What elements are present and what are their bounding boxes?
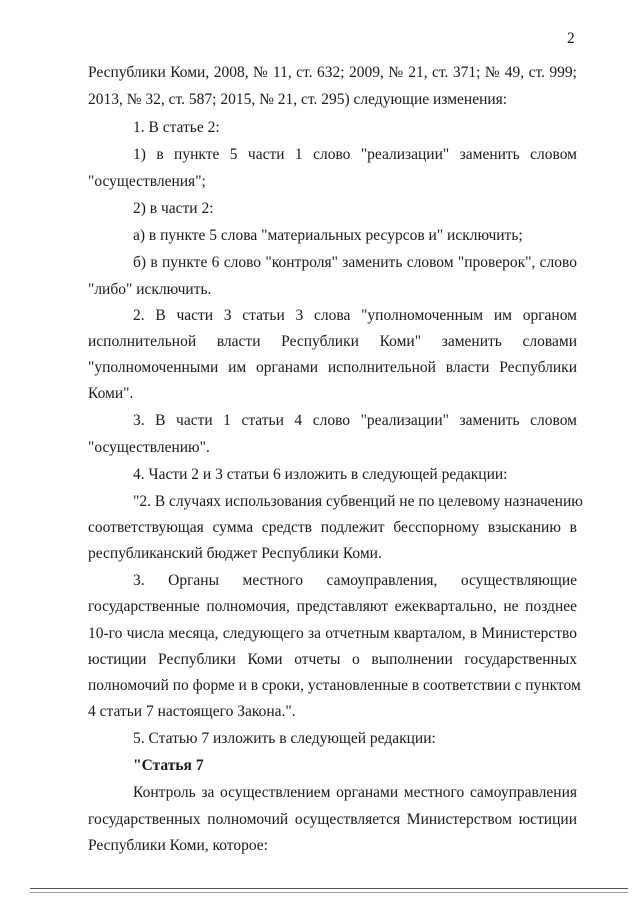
text-line: 1. В статье 2: xyxy=(133,119,220,136)
text-line: "либо" исключить. xyxy=(88,281,212,298)
text-line: соответствующая сумма средств подлежит бесспорному взысканию в xyxy=(88,519,577,536)
text-line: Коми". xyxy=(88,385,134,402)
text-line: полномочий по форме и в сроки, установленные в соответствии с пунктом xyxy=(88,677,581,694)
text-line: республиканский бюджет Республики Коми. xyxy=(88,545,382,562)
text-line: 2013, № 32, ст. 587; 2015, № 21, ст. 295) следующие изменения: xyxy=(88,91,508,108)
text-line: "осуществления"; xyxy=(88,173,206,190)
text-line: 3. В части 1 статьи 4 слово "реализации" заменить словом xyxy=(133,412,577,429)
text-line: 4. Части 2 и 3 статьи 6 изложить в следующей редакции: xyxy=(133,466,508,483)
text-line: 3. Органы местного самоуправления, осуществляющие xyxy=(133,572,577,589)
text-line: "осуществлению". xyxy=(88,439,210,456)
text-line: 4 статьи 7 настоящего Закона.". xyxy=(88,703,296,720)
text-line: 2. В части 3 статьи 3 слова "уполномоченным им органом xyxy=(133,307,577,324)
text-line: государственные полномочия, представляют ежеквартально, не позднее xyxy=(88,598,577,615)
article-heading: "Статья 7 xyxy=(133,757,204,774)
page-number: 2 xyxy=(567,30,575,47)
text-line: "2. В случаях использования субвенций не по целевому назначению xyxy=(133,493,583,510)
text-line: государственных полномочий осуществляется Министерством юстиции xyxy=(88,811,577,828)
footer-divider xyxy=(30,892,628,893)
text-line: Контроль за осуществлением органами местного самоуправления xyxy=(133,784,577,801)
text-line: Республики Коми, которое: xyxy=(88,837,268,854)
text-line: 5. Статью 7 изложить в следующей редакции: xyxy=(133,730,436,747)
text-line: "уполномоченными им органами исполнительной власти Республики xyxy=(88,359,577,376)
text-line: юстиции Республики Коми отчеты о выполнении государственных xyxy=(88,651,577,668)
text-line: 2) в части 2: xyxy=(133,200,214,217)
text-line: б) в пункте 6 слово "контроля" заменить словом "проверок", слово xyxy=(133,254,577,271)
text-line: исполнительной власти Республики Коми" заменить словами xyxy=(88,333,577,350)
footer-divider xyxy=(30,888,628,889)
text-line: Республики Коми, 2008, № 11, ст. 632; 2009, № 21, ст. 371; № 49, ст. 999; xyxy=(88,64,577,81)
text-line: а) в пункте 5 слова "материальных ресурсов и" исключить; xyxy=(133,227,523,244)
text-line: 10-го числа месяца, следующего за отчетным кварталом, в Министерство xyxy=(88,625,577,642)
text-line: 1) в пункте 5 части 1 слово "реализации" заменить словом xyxy=(133,146,577,163)
